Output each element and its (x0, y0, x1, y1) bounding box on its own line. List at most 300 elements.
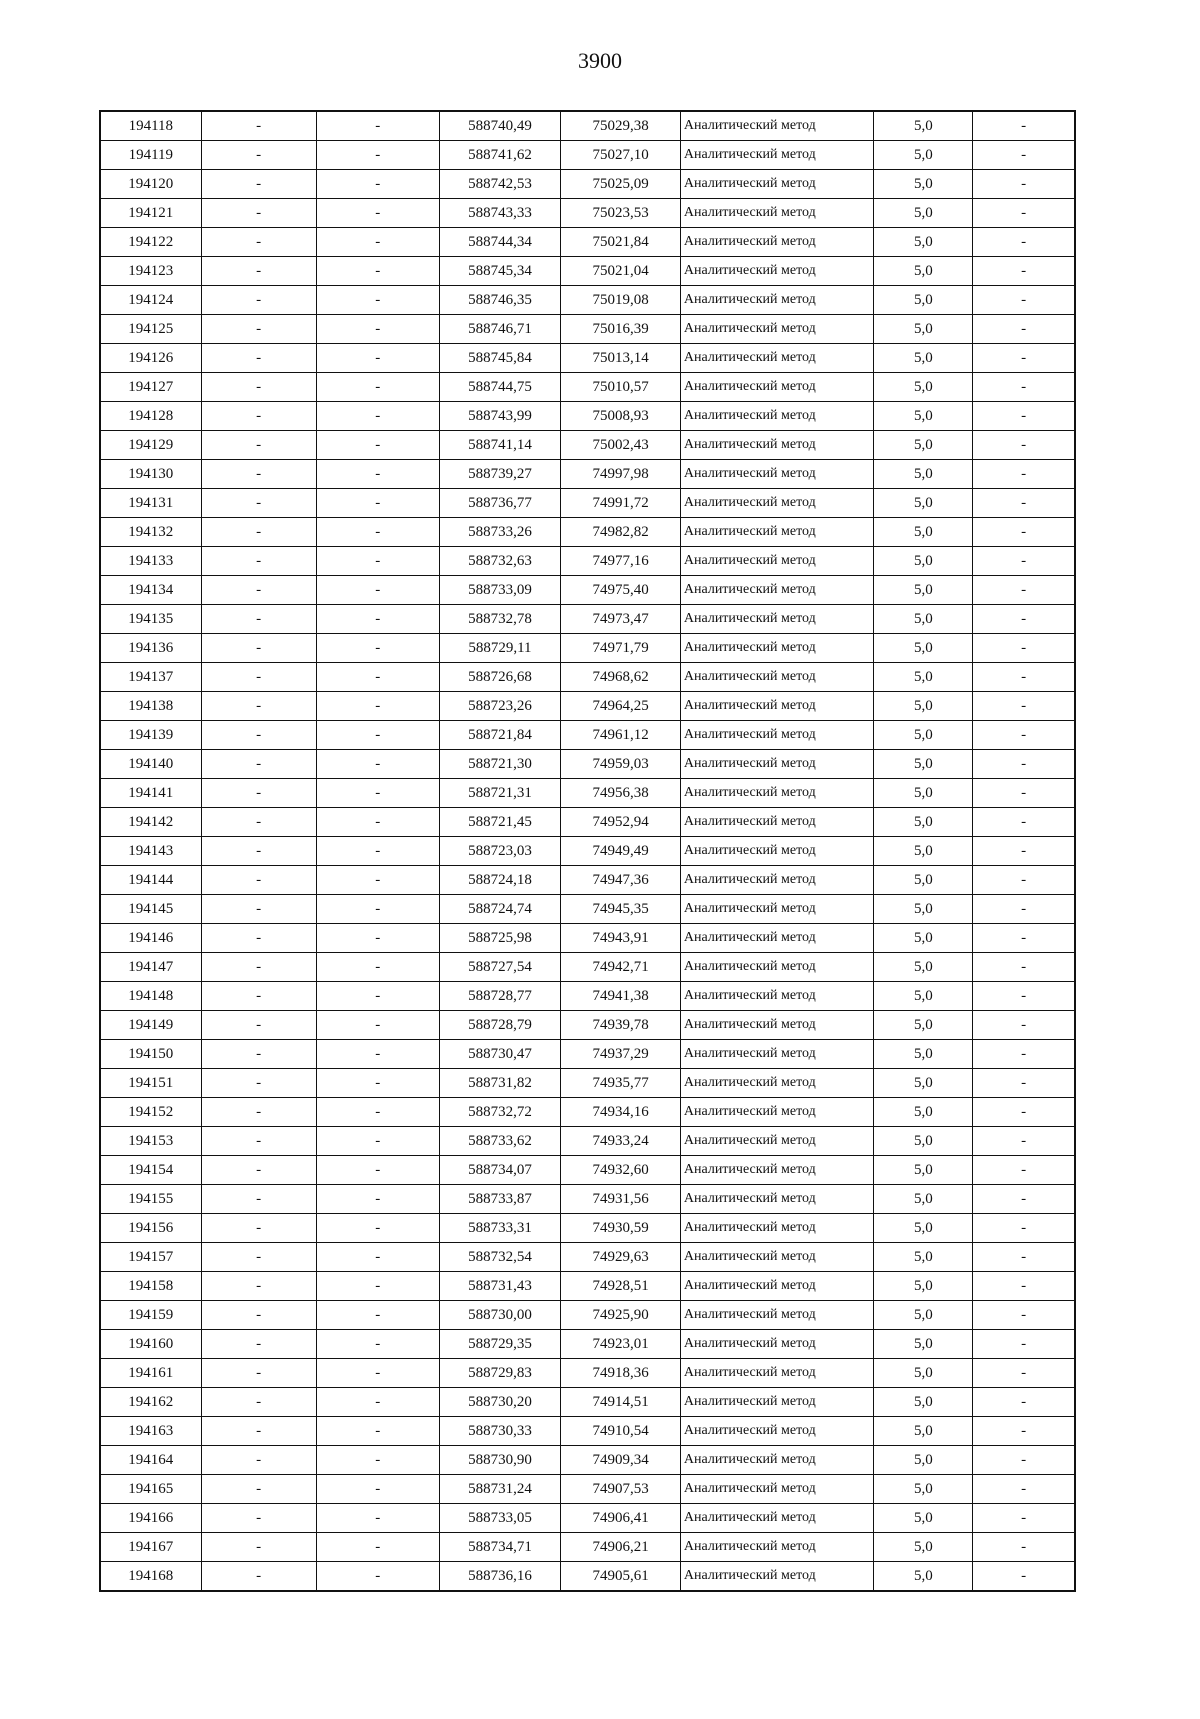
point-number-cell: 194161 (100, 1359, 201, 1388)
y-coordinate-cell: 74971,79 (561, 634, 681, 663)
accuracy-cell: 5,0 (874, 721, 973, 750)
x-coordinate-cell: 588733,05 (439, 1504, 561, 1533)
table-row (100, 111, 1075, 141)
accuracy-cell: 5,0 (874, 1504, 973, 1533)
y-coordinate-cell: 74956,38 (561, 779, 681, 808)
accuracy-cell: 5,0 (874, 953, 973, 982)
method-cell: Аналитический метод (680, 1243, 873, 1272)
empty-y-cell: - (316, 605, 439, 634)
empty-x-cell: - (201, 547, 316, 576)
table-row (100, 982, 1075, 1011)
empty-y-cell: - (316, 547, 439, 576)
accuracy-cell: 5,0 (874, 111, 973, 141)
empty-x-cell: - (201, 402, 316, 431)
page-number: 3900 (578, 48, 622, 73)
point-number-cell: 194137 (100, 663, 201, 692)
empty-x-cell: - (201, 1040, 316, 1069)
empty-x-cell: - (201, 692, 316, 721)
method-cell: Аналитический метод (680, 808, 873, 837)
y-coordinate-cell: 74973,47 (561, 605, 681, 634)
y-coordinate-cell: 74947,36 (561, 866, 681, 895)
table-row (100, 228, 1075, 257)
x-coordinate-cell: 588741,62 (439, 141, 561, 170)
method-cell: Аналитический метод (680, 1504, 873, 1533)
x-coordinate-cell: 588746,71 (439, 315, 561, 344)
notes-cell: - (973, 257, 1075, 286)
table-row (100, 1185, 1075, 1214)
x-coordinate-cell: 588730,47 (439, 1040, 561, 1069)
empty-y-cell: - (316, 808, 439, 837)
x-coordinate-cell: 588728,79 (439, 1011, 561, 1040)
table-row (100, 1243, 1075, 1272)
empty-y-cell: - (316, 1011, 439, 1040)
y-coordinate-cell: 74937,29 (561, 1040, 681, 1069)
empty-y-cell: - (316, 286, 439, 315)
method-cell: Аналитический метод (680, 1127, 873, 1156)
method-cell: Аналитический метод (680, 111, 873, 141)
point-number-cell: 194124 (100, 286, 201, 315)
point-number-cell: 194131 (100, 489, 201, 518)
table-row (100, 1127, 1075, 1156)
method-cell: Аналитический метод (680, 1330, 873, 1359)
y-coordinate-cell: 75016,39 (561, 315, 681, 344)
empty-y-cell: - (316, 1214, 439, 1243)
empty-x-cell: - (201, 1098, 316, 1127)
accuracy-cell: 5,0 (874, 373, 973, 402)
table-row (100, 373, 1075, 402)
empty-x-cell: - (201, 924, 316, 953)
x-coordinate-cell: 588744,34 (439, 228, 561, 257)
accuracy-cell: 5,0 (874, 576, 973, 605)
x-coordinate-cell: 588730,00 (439, 1301, 561, 1330)
table-row (100, 1098, 1075, 1127)
empty-y-cell: - (316, 170, 439, 199)
empty-y-cell: - (316, 721, 439, 750)
method-cell: Аналитический метод (680, 315, 873, 344)
y-coordinate-cell: 74939,78 (561, 1011, 681, 1040)
method-cell: Аналитический метод (680, 257, 873, 286)
point-number-cell: 194162 (100, 1388, 201, 1417)
point-number-cell: 194146 (100, 924, 201, 953)
y-coordinate-cell: 74961,12 (561, 721, 681, 750)
point-number-cell: 194130 (100, 460, 201, 489)
point-number-cell: 194166 (100, 1504, 201, 1533)
empty-y-cell: - (316, 1562, 439, 1592)
empty-y-cell: - (316, 199, 439, 228)
empty-x-cell: - (201, 576, 316, 605)
point-number-cell: 194140 (100, 750, 201, 779)
accuracy-cell: 5,0 (874, 895, 973, 924)
empty-y-cell: - (316, 1504, 439, 1533)
table-row (100, 634, 1075, 663)
notes-cell: - (973, 1185, 1075, 1214)
method-cell: Аналитический метод (680, 953, 873, 982)
table-row (100, 257, 1075, 286)
point-number-cell: 194157 (100, 1243, 201, 1272)
x-coordinate-cell: 588730,20 (439, 1388, 561, 1417)
y-coordinate-cell: 75021,84 (561, 228, 681, 257)
accuracy-cell: 5,0 (874, 634, 973, 663)
table-row (100, 518, 1075, 547)
empty-x-cell: - (201, 199, 316, 228)
empty-y-cell: - (316, 1533, 439, 1562)
empty-y-cell: - (316, 1330, 439, 1359)
x-coordinate-cell: 588728,77 (439, 982, 561, 1011)
method-cell: Аналитический метод (680, 170, 873, 199)
x-coordinate-cell: 588733,87 (439, 1185, 561, 1214)
method-cell: Аналитический метод (680, 286, 873, 315)
empty-x-cell: - (201, 866, 316, 895)
notes-cell: - (973, 199, 1075, 228)
table-row (100, 1446, 1075, 1475)
table-body (100, 111, 1075, 1591)
notes-cell: - (973, 982, 1075, 1011)
method-cell: Аналитический метод (680, 402, 873, 431)
x-coordinate-cell: 588729,83 (439, 1359, 561, 1388)
point-number-cell: 194119 (100, 141, 201, 170)
accuracy-cell: 5,0 (874, 750, 973, 779)
accuracy-cell: 5,0 (874, 489, 973, 518)
table-row (100, 692, 1075, 721)
table-row (100, 1272, 1075, 1301)
table-row (100, 344, 1075, 373)
method-cell: Аналитический метод (680, 1011, 873, 1040)
notes-cell: - (973, 1446, 1075, 1475)
method-cell: Аналитический метод (680, 605, 873, 634)
accuracy-cell: 5,0 (874, 518, 973, 547)
empty-y-cell: - (316, 1475, 439, 1504)
empty-x-cell: - (201, 518, 316, 547)
x-coordinate-cell: 588733,31 (439, 1214, 561, 1243)
y-coordinate-cell: 74977,16 (561, 547, 681, 576)
x-coordinate-cell: 588731,24 (439, 1475, 561, 1504)
notes-cell: - (973, 1272, 1075, 1301)
point-number-cell: 194125 (100, 315, 201, 344)
point-number-cell: 194126 (100, 344, 201, 373)
method-cell: Аналитический метод (680, 779, 873, 808)
y-coordinate-cell: 74928,51 (561, 1272, 681, 1301)
point-number-cell: 194160 (100, 1330, 201, 1359)
accuracy-cell: 5,0 (874, 1069, 973, 1098)
method-cell: Аналитический метод (680, 692, 873, 721)
notes-cell: - (973, 1330, 1075, 1359)
y-coordinate-cell: 74909,34 (561, 1446, 681, 1475)
empty-y-cell: - (316, 315, 439, 344)
notes-cell: - (973, 489, 1075, 518)
point-number-cell: 194143 (100, 837, 201, 866)
point-number-cell: 194121 (100, 199, 201, 228)
empty-x-cell: - (201, 1069, 316, 1098)
point-number-cell: 194168 (100, 1562, 201, 1592)
table-row (100, 1214, 1075, 1243)
method-cell: Аналитический метод (680, 1301, 873, 1330)
method-cell: Аналитический метод (680, 634, 873, 663)
accuracy-cell: 5,0 (874, 982, 973, 1011)
accuracy-cell: 5,0 (874, 1330, 973, 1359)
method-cell: Аналитический метод (680, 750, 873, 779)
empty-x-cell: - (201, 1562, 316, 1592)
notes-cell: - (973, 286, 1075, 315)
x-coordinate-cell: 588734,07 (439, 1156, 561, 1185)
notes-cell: - (973, 1301, 1075, 1330)
point-number-cell: 194138 (100, 692, 201, 721)
x-coordinate-cell: 588721,84 (439, 721, 561, 750)
method-cell: Аналитический метод (680, 837, 873, 866)
empty-x-cell: - (201, 808, 316, 837)
accuracy-cell: 5,0 (874, 779, 973, 808)
x-coordinate-cell: 588725,98 (439, 924, 561, 953)
notes-cell: - (973, 634, 1075, 663)
point-number-cell: 194120 (100, 170, 201, 199)
y-coordinate-cell: 74997,98 (561, 460, 681, 489)
method-cell: Аналитический метод (680, 489, 873, 518)
notes-cell: - (973, 1504, 1075, 1533)
table-row (100, 866, 1075, 895)
empty-x-cell: - (201, 257, 316, 286)
table-row (100, 315, 1075, 344)
table-row (100, 895, 1075, 924)
y-coordinate-cell: 74929,63 (561, 1243, 681, 1272)
notes-cell: - (973, 228, 1075, 257)
empty-y-cell: - (316, 141, 439, 170)
accuracy-cell: 5,0 (874, 199, 973, 228)
notes-cell: - (973, 721, 1075, 750)
empty-y-cell: - (316, 344, 439, 373)
point-number-cell: 194167 (100, 1533, 201, 1562)
method-cell: Аналитический метод (680, 344, 873, 373)
x-coordinate-cell: 588729,35 (439, 1330, 561, 1359)
empty-x-cell: - (201, 315, 316, 344)
y-coordinate-cell: 75023,53 (561, 199, 681, 228)
empty-y-cell: - (316, 692, 439, 721)
y-coordinate-cell: 75013,14 (561, 344, 681, 373)
x-coordinate-cell: 588740,49 (439, 111, 561, 141)
empty-x-cell: - (201, 1185, 316, 1214)
y-coordinate-cell: 74949,49 (561, 837, 681, 866)
point-number-cell: 194149 (100, 1011, 201, 1040)
empty-y-cell: - (316, 1446, 439, 1475)
table-row (100, 460, 1075, 489)
empty-y-cell: - (316, 228, 439, 257)
point-number-cell: 194123 (100, 257, 201, 286)
empty-x-cell: - (201, 1388, 316, 1417)
empty-y-cell: - (316, 489, 439, 518)
empty-y-cell: - (316, 1388, 439, 1417)
notes-cell: - (973, 663, 1075, 692)
empty-y-cell: - (316, 1069, 439, 1098)
accuracy-cell: 5,0 (874, 692, 973, 721)
table-row (100, 1475, 1075, 1504)
empty-x-cell: - (201, 779, 316, 808)
x-coordinate-cell: 588731,43 (439, 1272, 561, 1301)
empty-x-cell: - (201, 605, 316, 634)
empty-x-cell: - (201, 837, 316, 866)
table-row (100, 576, 1075, 605)
x-coordinate-cell: 588727,54 (439, 953, 561, 982)
accuracy-cell: 5,0 (874, 1475, 973, 1504)
x-coordinate-cell: 588745,34 (439, 257, 561, 286)
method-cell: Аналитический метод (680, 663, 873, 692)
empty-y-cell: - (316, 1243, 439, 1272)
x-coordinate-cell: 588732,63 (439, 547, 561, 576)
table-row (100, 1301, 1075, 1330)
empty-x-cell: - (201, 141, 316, 170)
empty-x-cell: - (201, 1243, 316, 1272)
x-coordinate-cell: 588731,82 (439, 1069, 561, 1098)
accuracy-cell: 5,0 (874, 1214, 973, 1243)
method-cell: Аналитический метод (680, 141, 873, 170)
x-coordinate-cell: 588736,77 (439, 489, 561, 518)
x-coordinate-cell: 588724,74 (439, 895, 561, 924)
empty-y-cell: - (316, 518, 439, 547)
x-coordinate-cell: 588723,03 (439, 837, 561, 866)
y-coordinate-cell: 74964,25 (561, 692, 681, 721)
method-cell: Аналитический метод (680, 1359, 873, 1388)
notes-cell: - (973, 460, 1075, 489)
accuracy-cell: 5,0 (874, 1156, 973, 1185)
y-coordinate-cell: 74931,56 (561, 1185, 681, 1214)
empty-x-cell: - (201, 460, 316, 489)
method-cell: Аналитический метод (680, 547, 873, 576)
method-cell: Аналитический метод (680, 1272, 873, 1301)
point-number-cell: 194153 (100, 1127, 201, 1156)
y-coordinate-cell: 74906,21 (561, 1533, 681, 1562)
notes-cell: - (973, 1098, 1075, 1127)
x-coordinate-cell: 588732,72 (439, 1098, 561, 1127)
y-coordinate-cell: 74982,82 (561, 518, 681, 547)
notes-cell: - (973, 1156, 1075, 1185)
empty-x-cell: - (201, 895, 316, 924)
notes-cell: - (973, 1417, 1075, 1446)
notes-cell: - (973, 1040, 1075, 1069)
accuracy-cell: 5,0 (874, 1417, 973, 1446)
empty-y-cell: - (316, 111, 439, 141)
method-cell: Аналитический метод (680, 1562, 873, 1592)
x-coordinate-cell: 588734,71 (439, 1533, 561, 1562)
method-cell: Аналитический метод (680, 1533, 873, 1562)
table-row (100, 750, 1075, 779)
y-coordinate-cell: 74930,59 (561, 1214, 681, 1243)
notes-cell: - (973, 547, 1075, 576)
method-cell: Аналитический метод (680, 1388, 873, 1417)
notes-cell: - (973, 1388, 1075, 1417)
table-row (100, 1533, 1075, 1562)
point-number-cell: 194150 (100, 1040, 201, 1069)
y-coordinate-cell: 74952,94 (561, 808, 681, 837)
accuracy-cell: 5,0 (874, 228, 973, 257)
accuracy-cell: 5,0 (874, 1243, 973, 1272)
y-coordinate-cell: 74943,91 (561, 924, 681, 953)
notes-cell: - (973, 1243, 1075, 1272)
notes-cell: - (973, 344, 1075, 373)
y-coordinate-cell: 75019,08 (561, 286, 681, 315)
point-number-cell: 194129 (100, 431, 201, 460)
y-coordinate-cell: 74918,36 (561, 1359, 681, 1388)
accuracy-cell: 5,0 (874, 1272, 973, 1301)
y-coordinate-cell: 74935,77 (561, 1069, 681, 1098)
table-row (100, 808, 1075, 837)
point-number-cell: 194144 (100, 866, 201, 895)
empty-x-cell: - (201, 1272, 316, 1301)
table-row (100, 1040, 1075, 1069)
notes-cell: - (973, 431, 1075, 460)
y-coordinate-cell: 75021,04 (561, 257, 681, 286)
empty-y-cell: - (316, 431, 439, 460)
point-number-cell: 194139 (100, 721, 201, 750)
y-coordinate-cell: 74905,61 (561, 1562, 681, 1592)
y-coordinate-cell: 74923,01 (561, 1330, 681, 1359)
point-number-cell: 194141 (100, 779, 201, 808)
method-cell: Аналитический метод (680, 1214, 873, 1243)
table-row (100, 1504, 1075, 1533)
method-cell: Аналитический метод (680, 576, 873, 605)
point-number-cell: 194134 (100, 576, 201, 605)
empty-y-cell: - (316, 866, 439, 895)
empty-x-cell: - (201, 344, 316, 373)
empty-x-cell: - (201, 1475, 316, 1504)
empty-x-cell: - (201, 170, 316, 199)
method-cell: Аналитический метод (680, 1446, 873, 1475)
table-row (100, 170, 1075, 199)
empty-x-cell: - (201, 1359, 316, 1388)
notes-cell: - (973, 1562, 1075, 1592)
empty-x-cell: - (201, 431, 316, 460)
y-coordinate-cell: 74907,53 (561, 1475, 681, 1504)
accuracy-cell: 5,0 (874, 547, 973, 576)
empty-y-cell: - (316, 373, 439, 402)
empty-x-cell: - (201, 1156, 316, 1185)
method-cell: Аналитический метод (680, 1475, 873, 1504)
point-number-cell: 194135 (100, 605, 201, 634)
accuracy-cell: 5,0 (874, 1185, 973, 1214)
empty-y-cell: - (316, 1098, 439, 1127)
accuracy-cell: 5,0 (874, 1562, 973, 1592)
method-cell: Аналитический метод (680, 1040, 873, 1069)
table-row (100, 431, 1075, 460)
y-coordinate-cell: 74942,71 (561, 953, 681, 982)
point-number-cell: 194127 (100, 373, 201, 402)
table-row (100, 1562, 1075, 1592)
accuracy-cell: 5,0 (874, 1040, 973, 1069)
accuracy-cell: 5,0 (874, 808, 973, 837)
empty-x-cell: - (201, 1301, 316, 1330)
y-coordinate-cell: 75002,43 (561, 431, 681, 460)
x-coordinate-cell: 588745,84 (439, 344, 561, 373)
empty-y-cell: - (316, 663, 439, 692)
accuracy-cell: 5,0 (874, 924, 973, 953)
method-cell: Аналитический метод (680, 924, 873, 953)
table-row (100, 605, 1075, 634)
table-row (100, 1069, 1075, 1098)
empty-x-cell: - (201, 228, 316, 257)
x-coordinate-cell: 588732,54 (439, 1243, 561, 1272)
empty-y-cell: - (316, 1127, 439, 1156)
notes-cell: - (973, 1214, 1075, 1243)
empty-x-cell: - (201, 1504, 316, 1533)
y-coordinate-cell: 75027,10 (561, 141, 681, 170)
empty-x-cell: - (201, 953, 316, 982)
notes-cell: - (973, 170, 1075, 199)
y-coordinate-cell: 75025,09 (561, 170, 681, 199)
notes-cell: - (973, 1359, 1075, 1388)
point-number-cell: 194145 (100, 895, 201, 924)
method-cell: Аналитический метод (680, 866, 873, 895)
point-number-cell: 194163 (100, 1417, 201, 1446)
accuracy-cell: 5,0 (874, 1301, 973, 1330)
method-cell: Аналитический метод (680, 1156, 873, 1185)
empty-x-cell: - (201, 1417, 316, 1446)
empty-y-cell: - (316, 402, 439, 431)
